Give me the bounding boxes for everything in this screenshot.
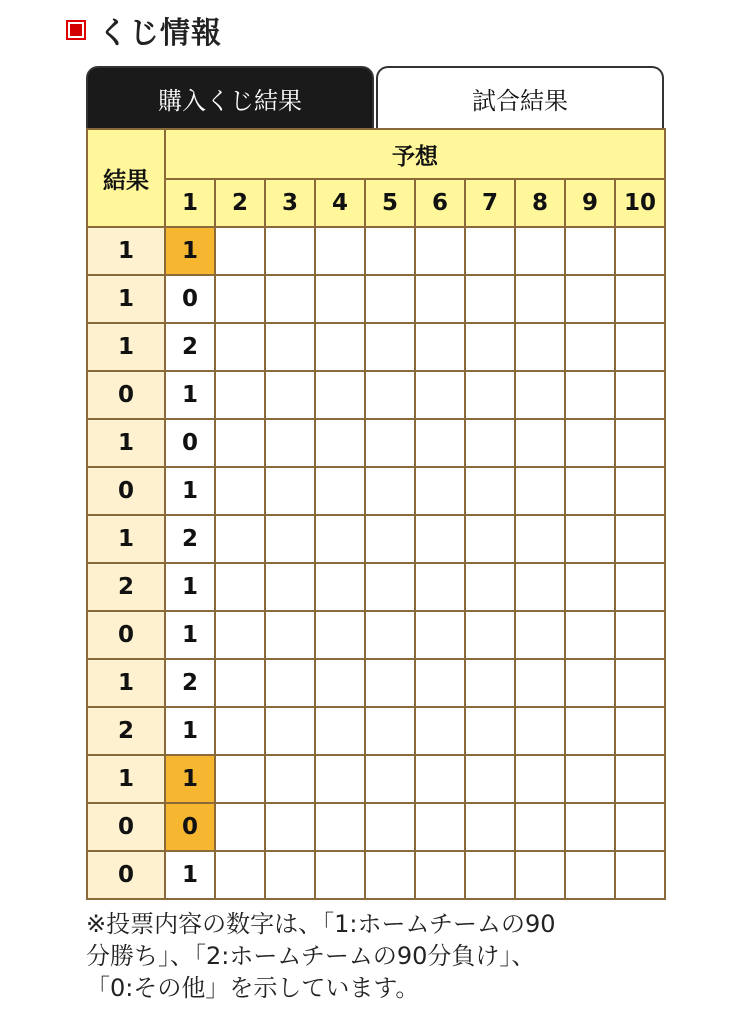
- prediction-cell: [265, 659, 315, 707]
- prediction-cell: 1: [165, 851, 215, 899]
- prediction-cell: [465, 371, 515, 419]
- prediction-cell: [315, 227, 365, 275]
- prediction-column-number: 1: [165, 179, 215, 227]
- tab-match-results[interactable]: 試合結果: [376, 66, 664, 128]
- prediction-cell: [565, 275, 615, 323]
- prediction-cell: [315, 803, 365, 851]
- prediction-cell: [415, 755, 465, 803]
- prediction-cell: [315, 851, 365, 899]
- prediction-cell: [565, 851, 615, 899]
- prediction-cell: 2: [165, 659, 215, 707]
- prediction-cell: [365, 467, 415, 515]
- table-row: [87, 515, 665, 563]
- prediction-cell: [515, 755, 565, 803]
- prediction-cell: [265, 851, 315, 899]
- prediction-cell: [365, 659, 415, 707]
- prediction-cell: [615, 803, 665, 851]
- prediction-cell: [265, 227, 315, 275]
- prediction-cell: [465, 803, 515, 851]
- prediction-cell: [315, 371, 365, 419]
- prediction-cell: [465, 755, 515, 803]
- prediction-cell: [415, 467, 465, 515]
- prediction-cell: [615, 323, 665, 371]
- prediction-cell: [215, 563, 265, 611]
- prediction-cell: [365, 323, 415, 371]
- prediction-cell: [565, 515, 615, 563]
- prediction-cell: [365, 803, 415, 851]
- prediction-cell: [215, 227, 265, 275]
- prediction-column-header: 予想: [165, 129, 665, 179]
- prediction-column-number: 7: [465, 179, 515, 227]
- prediction-cell: [315, 659, 365, 707]
- prediction-cell: [215, 659, 265, 707]
- prediction-cell: 2: [165, 515, 215, 563]
- prediction-cell: [265, 611, 315, 659]
- prediction-cell: [415, 419, 465, 467]
- prediction-cell: [615, 611, 665, 659]
- table-row: [87, 275, 665, 323]
- section-header: [66, 10, 222, 50]
- prediction-cell: [215, 755, 265, 803]
- prediction-cell: [615, 371, 665, 419]
- prediction-cell: [365, 755, 415, 803]
- prediction-cell: [265, 323, 315, 371]
- prediction-cell: [215, 707, 265, 755]
- prediction-cell: [215, 371, 265, 419]
- prediction-cell: [215, 467, 265, 515]
- result-cell: 1: [87, 515, 165, 563]
- prediction-cell: [565, 563, 615, 611]
- prediction-cell: [315, 467, 365, 515]
- result-cell: 0: [87, 803, 165, 851]
- prediction-cell: [515, 515, 565, 563]
- result-cell: 2: [87, 563, 165, 611]
- prediction-cell: [565, 707, 615, 755]
- result-cell: 2: [87, 707, 165, 755]
- prediction-cell: [515, 419, 565, 467]
- prediction-cell: [515, 803, 565, 851]
- prediction-cell: [465, 227, 515, 275]
- red-square-icon: [66, 20, 86, 40]
- table-row: [87, 851, 665, 899]
- prediction-cell: [315, 419, 365, 467]
- prediction-cell: [615, 851, 665, 899]
- prediction-cell: [465, 611, 515, 659]
- prediction-cell: [415, 803, 465, 851]
- prediction-cell: [565, 227, 615, 275]
- prediction-cell: [615, 419, 665, 467]
- table-row: [87, 227, 665, 275]
- prediction-cell: 0: [165, 803, 215, 851]
- prediction-cell: 1: [165, 563, 215, 611]
- result-cell: 1: [87, 275, 165, 323]
- prediction-cell: [465, 275, 515, 323]
- result-cell: 1: [87, 227, 165, 275]
- result-column-header: 結果: [87, 129, 165, 227]
- prediction-cell: [365, 419, 415, 467]
- prediction-cell: 1: [165, 371, 215, 419]
- prediction-cell: [415, 323, 465, 371]
- prediction-cell: [565, 659, 615, 707]
- prediction-cell: [265, 419, 315, 467]
- prediction-cell: [465, 419, 515, 467]
- prediction-cell: 1: [165, 227, 215, 275]
- tab-purchased-results[interactable]: 購入くじ結果: [86, 66, 374, 128]
- prediction-cell: [565, 611, 615, 659]
- prediction-cell: [515, 275, 565, 323]
- prediction-cell: [465, 851, 515, 899]
- prediction-cell: [315, 323, 365, 371]
- prediction-cell: [465, 515, 515, 563]
- table-body: [87, 227, 665, 899]
- prediction-cell: [265, 275, 315, 323]
- prediction-cell: [515, 323, 565, 371]
- prediction-cell: [465, 467, 515, 515]
- result-cell: 0: [87, 371, 165, 419]
- prediction-cell: [515, 611, 565, 659]
- table-row: [87, 611, 665, 659]
- prediction-cell: [365, 275, 415, 323]
- prediction-cell: [365, 227, 415, 275]
- prediction-cell: [565, 755, 615, 803]
- prediction-column-number: 4: [315, 179, 365, 227]
- prediction-cell: [415, 515, 465, 563]
- prediction-cell: [615, 707, 665, 755]
- prediction-cell: [215, 515, 265, 563]
- prediction-cell: 0: [165, 419, 215, 467]
- prediction-table: [86, 128, 666, 900]
- prediction-cell: [565, 323, 615, 371]
- prediction-cell: [315, 707, 365, 755]
- result-cell: 0: [87, 611, 165, 659]
- prediction-cell: 1: [165, 755, 215, 803]
- prediction-cell: [415, 227, 465, 275]
- prediction-cell: [265, 467, 315, 515]
- table-row: [87, 371, 665, 419]
- prediction-cell: [465, 707, 515, 755]
- prediction-cell: [515, 371, 565, 419]
- prediction-cell: [365, 611, 415, 659]
- prediction-cell: [215, 803, 265, 851]
- result-cell: 1: [87, 755, 165, 803]
- prediction-cell: [515, 563, 565, 611]
- prediction-cell: [565, 419, 615, 467]
- prediction-cell: [615, 515, 665, 563]
- prediction-cell: [615, 563, 665, 611]
- prediction-cell: [215, 419, 265, 467]
- prediction-cell: [265, 755, 315, 803]
- note-line: 分勝ち」、「2:ホームチームの90分負け」、: [86, 942, 536, 970]
- prediction-cell: [415, 563, 465, 611]
- prediction-cell: [215, 323, 265, 371]
- result-cell: 0: [87, 467, 165, 515]
- prediction-cell: [265, 803, 315, 851]
- result-cell: 1: [87, 323, 165, 371]
- prediction-column-number: 5: [365, 179, 415, 227]
- table-row: [87, 659, 665, 707]
- prediction-cell: [365, 851, 415, 899]
- result-cell: 1: [87, 659, 165, 707]
- result-cell: 1: [87, 419, 165, 467]
- prediction-cell: 1: [165, 611, 215, 659]
- result-cell: 0: [87, 851, 165, 899]
- prediction-cell: [615, 467, 665, 515]
- prediction-cell: [615, 659, 665, 707]
- prediction-cell: [465, 323, 515, 371]
- table-row: [87, 323, 665, 371]
- prediction-cell: [515, 707, 565, 755]
- prediction-cell: [365, 563, 415, 611]
- prediction-column-number: 8: [515, 179, 565, 227]
- prediction-cell: [465, 563, 515, 611]
- prediction-cell: [265, 515, 315, 563]
- prediction-cell: [365, 515, 415, 563]
- table-row: [87, 467, 665, 515]
- note: [86, 908, 686, 1004]
- prediction-cell: [365, 371, 415, 419]
- table-row: [87, 563, 665, 611]
- prediction-cell: [265, 707, 315, 755]
- section-title: くじ情報: [98, 16, 222, 51]
- prediction-cell: [415, 371, 465, 419]
- prediction-cell: [415, 707, 465, 755]
- prediction-cell: [515, 467, 565, 515]
- prediction-column-number: 3: [265, 179, 315, 227]
- prediction-cell: [415, 275, 465, 323]
- prediction-cell: [265, 371, 315, 419]
- prediction-column-number: 2: [215, 179, 265, 227]
- prediction-cell: [215, 851, 265, 899]
- table-row: [87, 803, 665, 851]
- prediction-cell: [315, 563, 365, 611]
- prediction-column-number: 9: [565, 179, 615, 227]
- prediction-cell: [315, 755, 365, 803]
- prediction-cell: 0: [165, 275, 215, 323]
- prediction-number-row: [87, 179, 665, 227]
- prediction-cell: [415, 659, 465, 707]
- table-row: [87, 419, 665, 467]
- prediction-cell: [515, 659, 565, 707]
- prediction-cell: [615, 755, 665, 803]
- prediction-cell: 1: [165, 707, 215, 755]
- prediction-cell: [565, 803, 615, 851]
- prediction-cell: [215, 611, 265, 659]
- note-line: ※投票内容の数字は、「1:ホームチームの90: [86, 910, 556, 938]
- prediction-cell: [265, 563, 315, 611]
- note-line: 「0:その他」を示しています。: [86, 974, 420, 1002]
- prediction-cell: 1: [165, 467, 215, 515]
- prediction-cell: 2: [165, 323, 215, 371]
- prediction-cell: [565, 467, 615, 515]
- prediction-cell: [365, 707, 415, 755]
- table-row: [87, 707, 665, 755]
- tab-bar: [86, 66, 664, 128]
- prediction-cell: [315, 611, 365, 659]
- prediction-cell: [215, 275, 265, 323]
- prediction-cell: [515, 227, 565, 275]
- prediction-column-number: 10: [615, 179, 665, 227]
- prediction-cell: [515, 851, 565, 899]
- prediction-column-number: 6: [415, 179, 465, 227]
- prediction-cell: [615, 275, 665, 323]
- prediction-cell: [465, 659, 515, 707]
- prediction-cell: [315, 275, 365, 323]
- prediction-cell: [415, 851, 465, 899]
- prediction-cell: [315, 515, 365, 563]
- prediction-cell: [615, 227, 665, 275]
- table-row: [87, 755, 665, 803]
- prediction-cell: [565, 371, 615, 419]
- prediction-cell: [415, 611, 465, 659]
